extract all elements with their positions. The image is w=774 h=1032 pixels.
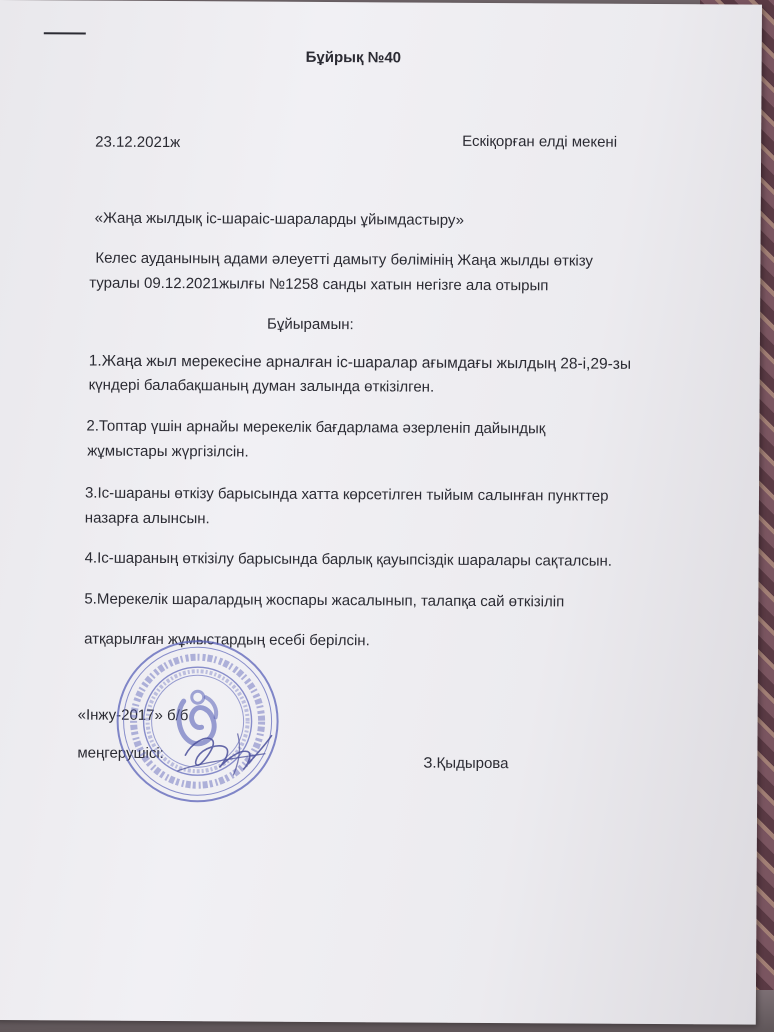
order-item-3-line-2: назарға алынсын.	[84, 509, 210, 528]
document-subject: «Жаңа жылдық іс-шараіс-шараларды ұйымдастыру»	[94, 209, 465, 229]
order-item-4-line-1: 4.Іс-шараның өткізілу барысында барлық қауыпсіздік шаралары сақталсын.	[84, 549, 613, 570]
order-item-2-line-2: жұмыстары жүргізілсін.	[87, 442, 249, 461]
organization-name: «Інжу-2017» б/б	[77, 706, 189, 725]
basis-text-line-1: Келес ауданының адами әлеуетті дамыту бөлімінің Жаңа жылды өткізу	[95, 249, 594, 270]
order-item-1-line-1: 1.Жаңа жыл мерекесіне арналған іс-шаралар ағымдағы жылдың 28-і,29-зы	[88, 352, 632, 373]
document-date: 23.12.2021ж	[95, 133, 181, 152]
basis-text-line-2: туралы 09.12.2021жылғы №1258 санды хатын негізге ала отырып	[89, 274, 549, 295]
document-place: Ескіқорған елді мекені	[462, 132, 618, 151]
handwritten-signature-icon	[167, 713, 279, 784]
order-item-3-line-1: 3.Іс-шараны өткізу барысында хатта көрсетілген тыйым салынған пункттер	[84, 484, 609, 505]
order-item-5-line-1: 5.Мерекелік шаралардың жоспары жасалынып, талапқа сай өткізіліп	[84, 590, 565, 611]
document-title: Бұйрық №40	[305, 48, 402, 67]
order-heading: Бұйырамын:	[266, 315, 354, 334]
corner-pen-mark	[44, 32, 86, 34]
signer-name: З.Қыдырова	[423, 754, 509, 773]
signer-role: меңгерушісі:	[77, 744, 164, 763]
order-item-1-line-2: күндері балабақшаның думан залында өткізілген.	[88, 376, 435, 396]
order-item-5-line-2: атқарылған жұмыстардың есебі берілсін.	[84, 630, 370, 650]
order-item-2-line-1: 2.Топтар үшін арнайы мерекелік бағдарлама әзерленіп дайындық	[86, 417, 546, 438]
